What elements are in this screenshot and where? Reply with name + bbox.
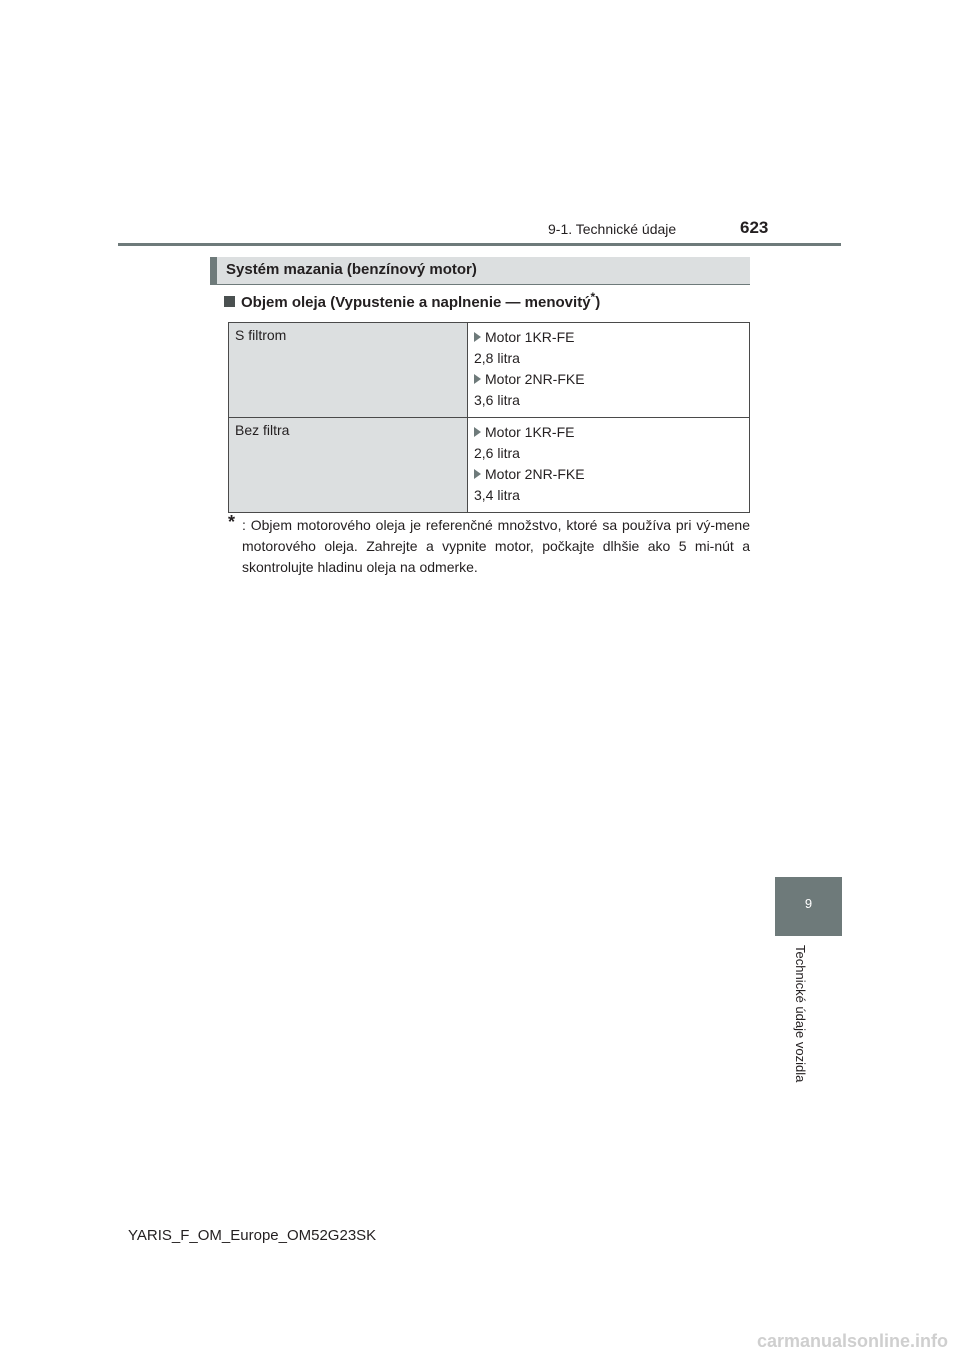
- subheading-footnote-marker: *: [590, 290, 596, 304]
- chapter-label: Technické údaje vozidla: [793, 945, 808, 1083]
- footnote: [228, 512, 750, 578]
- section-accent: [210, 257, 217, 284]
- arrow-right-icon: [474, 332, 481, 342]
- motor-entry: [474, 369, 743, 389]
- footnote-marker: *: [228, 512, 236, 532]
- volume-value: 2,8 litra: [474, 350, 520, 366]
- motor-name: Motor 1KR-FE: [485, 424, 575, 440]
- subheading-close: ): [595, 294, 601, 311]
- oil-capacity-table: [228, 322, 750, 513]
- motor-name: Motor 2NR-FKE: [485, 466, 585, 482]
- row-label: S filtrom: [229, 323, 468, 418]
- arrow-right-icon: [474, 469, 481, 479]
- motor-name: Motor 1KR-FE: [485, 329, 575, 345]
- section-title-bar: [210, 257, 750, 285]
- motor-entry: [474, 464, 743, 484]
- motor-entry: [474, 327, 743, 347]
- row-values: [468, 418, 750, 513]
- volume-value: 3,4 litra: [474, 487, 520, 503]
- footnote-text: : Objem motorového oleja je referenčné množstvo, ktoré sa používa pri vý-mene motorového oleja. Zahrejte a vypnite motor, počkajte dlhšie ako 5 mi-nút a skontrolujte hladinu oleja na odmerke.: [242, 517, 750, 575]
- table-row: [229, 418, 750, 513]
- volume-value: 3,6 litra: [474, 392, 520, 408]
- section-title: Systém mazania (benzínový motor): [226, 261, 477, 278]
- header-divider: [118, 243, 841, 246]
- arrow-right-icon: [474, 427, 481, 437]
- chapter-number: 9: [804, 896, 813, 911]
- motor-entry: [474, 422, 743, 442]
- running-header-section: 9-1. Technické údaje: [548, 221, 677, 237]
- row-values: [468, 323, 750, 418]
- subheading-text: Objem oleja (Vypustenie a naplnenie — menovitý: [241, 294, 591, 311]
- watermark: carmanualsonline.info: [757, 1331, 949, 1351]
- row-label: Bez filtra: [229, 418, 468, 513]
- subheading: [224, 290, 600, 311]
- arrow-right-icon: [474, 374, 481, 384]
- chapter-tab: [775, 877, 842, 936]
- square-bullet-icon: [224, 296, 235, 307]
- volume-value: 2,6 litra: [474, 445, 520, 461]
- table-row: [229, 323, 750, 418]
- motor-name: Motor 2NR-FKE: [485, 371, 585, 387]
- page-number: 623: [740, 218, 769, 237]
- document-footer-id: YARIS_F_OM_Europe_OM52G23SK: [128, 1227, 377, 1244]
